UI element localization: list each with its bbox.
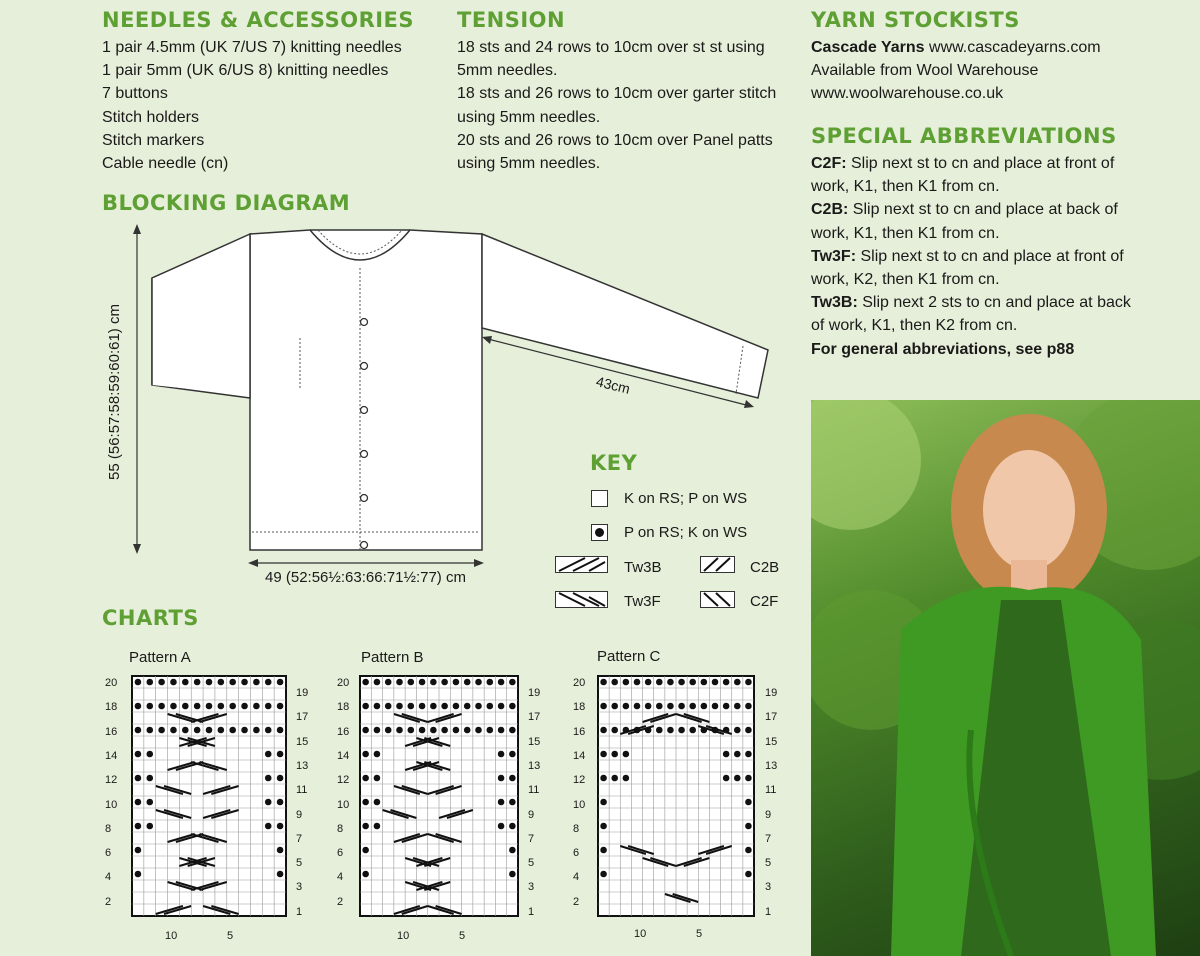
row-num-odd: 7	[296, 832, 303, 845]
row-num-even: 12	[105, 774, 118, 787]
key-knit: K on RS; P on WS	[624, 490, 748, 507]
pattern-a-title: Pattern A	[129, 649, 191, 666]
row-num-even: 16	[573, 725, 586, 738]
row-num-odd: 11	[296, 784, 308, 797]
row-num-even: 10	[573, 798, 586, 811]
row-num-odd: 5	[296, 857, 303, 870]
row-num-odd: 3	[765, 881, 772, 894]
pattern-b-title: Pattern B	[361, 649, 424, 666]
row-num-odd: 15	[296, 735, 309, 748]
purl-symbol	[591, 524, 608, 541]
row-num-even: 14	[337, 749, 350, 762]
key-tw3b: Tw3B	[624, 559, 662, 576]
row-num-odd: 1	[765, 905, 772, 918]
col-num: 10	[634, 928, 647, 940]
sleeve-label: 43cm	[594, 373, 632, 397]
col-num: 10	[397, 930, 410, 942]
row-num-odd: 1	[528, 905, 535, 918]
row-num-even: 8	[337, 822, 344, 835]
tension-heading: TENSION	[457, 8, 566, 32]
needles-item: 1 pair 5mm (UK 6/US 8) knitting needles	[102, 62, 389, 80]
row-num-even: 6	[105, 847, 112, 860]
abbreviation-item: C2B: Slip next st to cn and place at back of work, K1, then K1 from cn.	[811, 201, 1118, 242]
row-num-odd: 5	[765, 857, 772, 870]
pattern-b-chart	[359, 675, 519, 917]
row-num-odd: 9	[296, 808, 303, 821]
row-num-odd: 13	[765, 759, 778, 772]
tension-line: 20 sts and 26 rows to 10cm over Panel patts	[457, 131, 773, 149]
row-num-even: 6	[573, 847, 580, 860]
row-num-even: 12	[573, 774, 586, 787]
row-num-odd: 17	[765, 711, 778, 724]
tension-line: 5mm needles.	[457, 62, 558, 80]
col-num: 5	[227, 930, 234, 942]
stockist-brand-url[interactable]: www.cascadeyarns.com	[929, 39, 1101, 56]
needles-item: 1 pair 4.5mm (UK 7/US 7) knitting needles	[102, 39, 402, 56]
row-num-odd: 15	[528, 735, 541, 748]
row-num-odd: 17	[528, 711, 541, 724]
pattern-a-chart	[131, 675, 287, 917]
right-sleeve	[482, 234, 768, 398]
col-num: 5	[696, 928, 703, 940]
row-num-odd: 3	[296, 881, 303, 894]
row-num-even: 20	[573, 677, 586, 689]
row-num-even: 18	[105, 701, 118, 714]
row-num-even: 4	[337, 871, 344, 884]
row-num-even: 4	[573, 871, 580, 884]
stockist-brand: Cascade Yarns	[811, 39, 925, 56]
stockists-heading: YARN STOCKISTS	[811, 8, 1020, 32]
row-num-odd: 11	[528, 784, 540, 797]
abbreviations-heading: SPECIAL ABBREVIATIONS	[811, 124, 1117, 148]
key-tw3f: Tw3F	[624, 593, 661, 610]
row-num-even: 20	[105, 677, 118, 689]
row-num-even: 2	[337, 895, 344, 908]
tension-text	[457, 36, 776, 175]
stockists-text	[811, 36, 1101, 106]
row-num-odd: 3	[528, 881, 535, 894]
stockist-available: Available from Wool Warehouse	[811, 62, 1039, 80]
width-label: 49 (52:56½:63:66:71½:77) cm	[265, 569, 466, 586]
row-num-even: 2	[105, 895, 112, 908]
key-c2b: C2B	[750, 559, 780, 576]
row-num-odd: 15	[765, 735, 778, 748]
row-num-even: 14	[573, 749, 586, 762]
row-num-even: 6	[337, 847, 344, 860]
knit-symbol	[591, 490, 608, 507]
key-c2f: C2F	[750, 593, 779, 610]
needles-item: Stitch holders	[102, 108, 199, 126]
row-num-even: 14	[105, 749, 118, 762]
row-num-odd: 13	[528, 759, 541, 772]
row-num-odd: 19	[765, 687, 778, 699]
row-num-odd: 19	[296, 687, 309, 699]
row-num-even: 2	[573, 895, 580, 908]
needles-item: 7 buttons	[102, 85, 168, 103]
tension-line: using 5mm needles.	[457, 155, 601, 173]
blocking-heading: BLOCKING DIAGRAM	[102, 191, 351, 215]
height-label: 55 (56:57:58:59:60:61) cm	[106, 304, 123, 480]
row-num-odd: 17	[296, 711, 309, 724]
needles-list	[102, 36, 402, 175]
cardigan-diagram	[100, 220, 790, 600]
row-num-even: 10	[337, 798, 350, 811]
col-num: 10	[165, 930, 178, 942]
tw-symbols	[555, 556, 610, 612]
row-num-odd: 9	[765, 808, 772, 821]
col-num: 5	[459, 930, 466, 942]
row-num-even: 16	[337, 725, 350, 738]
row-num-odd: 19	[528, 687, 541, 699]
row-num-even: 18	[573, 701, 586, 714]
tension-line: using 5mm needles.	[457, 108, 601, 126]
key-heading: KEY	[590, 451, 638, 475]
c2-symbols	[700, 556, 736, 612]
needles-heading: NEEDLES & ACCESSORIES	[102, 8, 415, 32]
tension-line: 18 sts and 26 rows to 10cm over garter stitch	[457, 85, 777, 103]
row-num-even: 8	[105, 822, 112, 835]
abbreviation-general: For general abbreviations, see p88	[811, 340, 1075, 358]
row-num-odd: 7	[765, 832, 772, 845]
row-num-even: 16	[105, 725, 118, 738]
needles-item: Stitch markers	[102, 131, 205, 149]
row-num-odd: 7	[528, 832, 535, 845]
row-num-even: 18	[337, 701, 350, 714]
row-num-odd: 5	[528, 857, 535, 870]
stockist-url[interactable]: www.woolwarehouse.co.uk	[811, 85, 1004, 103]
abbreviation-item: Tw3F: Slip next st to cn and place at front of work, K2, then K1 from cn.	[811, 247, 1124, 289]
abbreviation-item: Tw3B: Slip next 2 sts to cn and place at back of work, K1, then K2 from cn.	[811, 294, 1131, 335]
model-photo	[811, 400, 1200, 956]
row-num-odd: 13	[296, 759, 309, 772]
pattern-c-title: Pattern C	[597, 648, 661, 665]
row-num-odd: 11	[765, 784, 777, 797]
row-num-even: 8	[573, 822, 580, 835]
needles-item: Cable needle (cn)	[102, 155, 229, 173]
row-num-even: 10	[105, 798, 118, 811]
tension-line: 18 sts and 24 rows to 10cm over st st using	[457, 39, 765, 56]
row-num-odd: 9	[528, 808, 535, 821]
abbreviations-list	[811, 152, 1191, 361]
abbreviation-item: C2F: Slip next st to cn and place at front of work, K1, then K1 from cn.	[811, 155, 1115, 196]
key-purl: P on RS; K on WS	[624, 524, 748, 541]
row-num-even: 4	[105, 871, 112, 884]
pattern-c-chart	[597, 675, 755, 917]
row-num-odd: 1	[296, 905, 303, 918]
charts-heading: CHARTS	[102, 606, 199, 630]
row-num-even: 12	[337, 774, 350, 787]
row-num-even: 20	[337, 677, 350, 689]
cardigan-body	[250, 230, 482, 550]
